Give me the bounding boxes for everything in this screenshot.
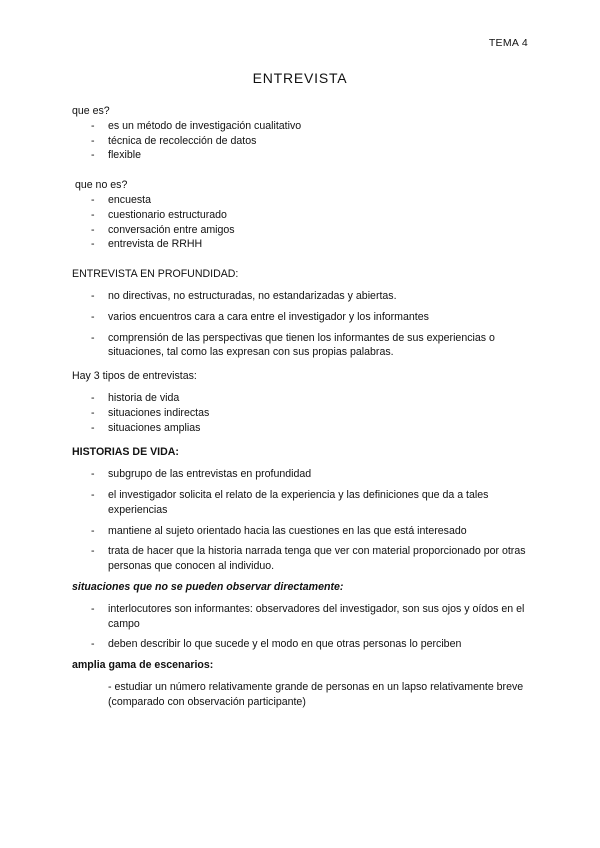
section-heading-tipos: Hay 3 tipos de entrevistas:: [72, 370, 197, 383]
list-item: - deben describir lo que sucede y el modo en que otras personas lo perciben: [72, 637, 532, 652]
list-item: - situaciones indirectas: [72, 406, 532, 421]
list-item: - cuestionario estructurado: [72, 208, 532, 223]
list-item: - subgrupo de las entrevistas en profundidad: [72, 467, 532, 482]
list-item: - historia de vida: [72, 391, 532, 406]
list-tipos: [72, 391, 532, 435]
document-body: [72, 104, 532, 710]
list-item: - trata de hacer que la historia narrada tenga que ver con material proporcionado por otras personas que conocen al individuo.: [72, 544, 532, 574]
list-item: - conversación entre amigos: [72, 223, 532, 238]
section-heading-situaciones: situaciones que no se pueden observar directamente:: [72, 580, 344, 593]
list-item: - técnica de recolección de datos: [72, 134, 532, 149]
list-item: - encuesta: [72, 193, 532, 208]
list-historias: [72, 467, 532, 574]
list-item: - el investigador solicita el relato de la experiencia y las definiciones que da a tales experiencias: [72, 488, 532, 518]
list-item: - mantiene al sujeto orientado hacia las cuestiones en las que está interesado: [72, 524, 532, 539]
paragraph-amplia: - estudiar un número relativamente grande de personas en un lapso relativamente breve (comparado con observación participante): [108, 680, 524, 708]
section-heading-amplia: amplia gama de escenarios:: [72, 659, 214, 672]
list-item: - no directivas, no estructuradas, no estandarizadas y abiertas.: [72, 289, 532, 304]
page-title: ENTREVISTA: [252, 70, 348, 86]
list-situaciones: [72, 602, 532, 652]
list-item: - es un método de investigación cualitativo: [72, 119, 532, 134]
list-item: - flexible: [72, 148, 532, 163]
list-que-es: [72, 119, 532, 163]
section-heading-historias: HISTORIAS DE VIDA:: [72, 446, 179, 459]
topic-label: TEMA 4: [488, 37, 528, 49]
list-profundidad: [72, 289, 532, 360]
section-heading-que-no-es: que no es?: [72, 179, 128, 192]
section-heading-profundidad: ENTREVISTA EN PROFUNDIDAD:: [72, 268, 239, 281]
list-item: - comprensión de las perspectivas que tienen los informantes de sus experiencias o situaciones, tal como las expresan con sus propias palabras.: [72, 331, 532, 361]
section-heading-que-es: que es?: [72, 105, 110, 117]
list-que-no-es: [72, 193, 532, 252]
list-item: - situaciones amplias: [72, 421, 532, 436]
list-item: - entrevista de RRHH: [72, 237, 532, 252]
list-item: - interlocutores son informantes: observadores del investigador, son sus ojos y oídos en el campo: [72, 602, 532, 632]
list-item: - varios encuentros cara a cara entre el investigador y los informantes: [72, 310, 532, 325]
